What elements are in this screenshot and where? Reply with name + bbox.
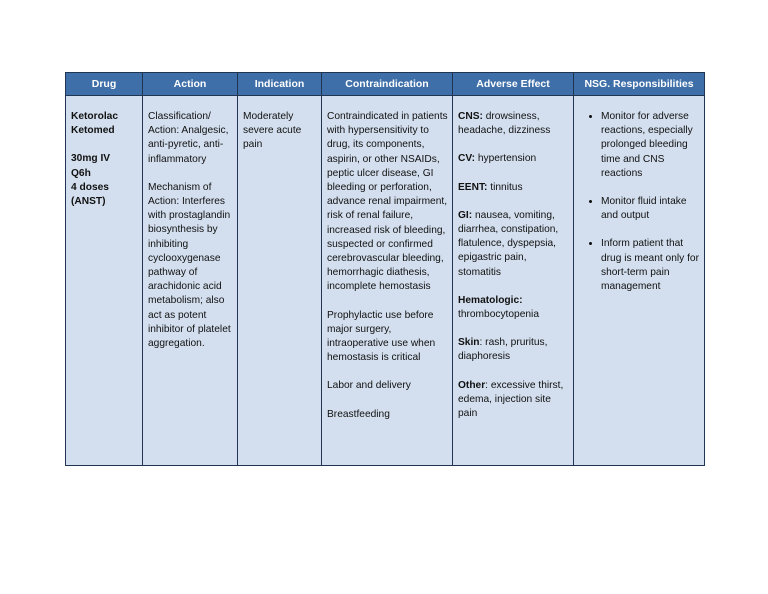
drug-frequency: Q6h xyxy=(71,167,91,179)
contraindication-cell xyxy=(322,96,453,466)
header-nsg-responsibilities: NSG. Responsibilities xyxy=(574,73,705,96)
skin-text: : rash, pruritus, diaphoresis xyxy=(458,337,548,363)
header-drug: Drug xyxy=(66,73,143,96)
indication-cell xyxy=(238,96,322,466)
contraindication-labor: Labor and delivery xyxy=(327,380,411,392)
classification-text: Classification/ Action: Analgesic, anti-pyretic, anti-inflammatory xyxy=(148,111,229,165)
cns-text: drowsiness, headache, dizziness xyxy=(458,111,551,137)
list-item: • Inform patient that drug is meant only for short-term pain management xyxy=(601,237,700,294)
eent-text: tinnitus xyxy=(487,181,523,193)
adverse-gi xyxy=(458,209,569,280)
header-contraindication: Contraindication xyxy=(322,73,453,96)
adverse-cns xyxy=(458,110,569,138)
cv-label: CV: xyxy=(458,153,475,165)
drug-cell xyxy=(66,96,143,466)
header-row xyxy=(66,73,705,96)
drug-note: (ANST) xyxy=(71,196,106,208)
drug-study-table xyxy=(65,72,705,466)
mechanism-text: Mechanism of Action: Interferes with prostaglandin biosynthesis by inhibiting cyclooxygenase pathway of arachidonic acid metabolism; also act as potent inhibitor of platelet aggregation. xyxy=(148,181,231,350)
header-action: Action xyxy=(143,73,238,96)
header-indication: Indication xyxy=(238,73,322,96)
contraindication-prophylactic: Prophylactic use before major surgery, intraoperative use when hemostasis is critical xyxy=(327,309,436,364)
hematologic-label: Hematologic: xyxy=(458,294,523,306)
indication-text: Moderately severe acute pain xyxy=(243,111,302,151)
gi-label: GI: xyxy=(458,209,473,221)
table-row xyxy=(66,96,705,466)
adverse-other xyxy=(458,379,569,422)
adverse-hematologic xyxy=(458,294,569,322)
list-item: • Monitor for adverse reactions, especially prolonged bleeding time and CNS reactions xyxy=(601,110,700,181)
drug-doses: 4 doses xyxy=(71,181,109,193)
hematologic-text: thrombocytopenia xyxy=(458,309,539,321)
cv-text: hypertension xyxy=(474,153,537,165)
header-adverse-effect: Adverse Effect xyxy=(453,73,574,96)
contraindication-breastfeeding: Breastfeeding xyxy=(327,408,390,420)
nsg-responsibilities-cell xyxy=(574,96,705,466)
drug-dose: 30mg IV xyxy=(71,153,111,165)
adverse-eent xyxy=(458,181,569,195)
other-text: : excessive thirst, edema, injection site pain xyxy=(458,379,564,420)
list-item: • Monitor fluid intake and output xyxy=(601,195,700,223)
cns-label: CNS: xyxy=(458,111,483,122)
adverse-skin xyxy=(458,336,569,364)
nsg-list xyxy=(579,110,700,294)
adverse-cv xyxy=(458,152,569,166)
other-label: Other xyxy=(458,379,486,391)
drug-name: Ketorolac xyxy=(71,111,118,122)
eent-label: EENT: xyxy=(458,181,488,193)
action-cell xyxy=(143,96,238,466)
drug-brand: Ketomed xyxy=(71,125,115,137)
skin-label: Skin xyxy=(458,337,480,349)
adverse-effect-cell xyxy=(453,96,574,466)
contraindication-text: Contraindicated in patients with hypersensitivity to drug, its components, aspirin, or other NSAIDs, peptic ulcer disease, GI bleeding or perforation, advance renal impairment, risk of renal failure, increased risk of bleeding, suspected or confirmed cerebrovascular bleeding, hemorrhagic diathesis, incomplete hemostasis xyxy=(327,111,448,293)
gi-text: nausea, vomiting, diarrhea, constipation, flatulence, dyspepsia, epigastric pain, stomatitis xyxy=(458,209,559,278)
